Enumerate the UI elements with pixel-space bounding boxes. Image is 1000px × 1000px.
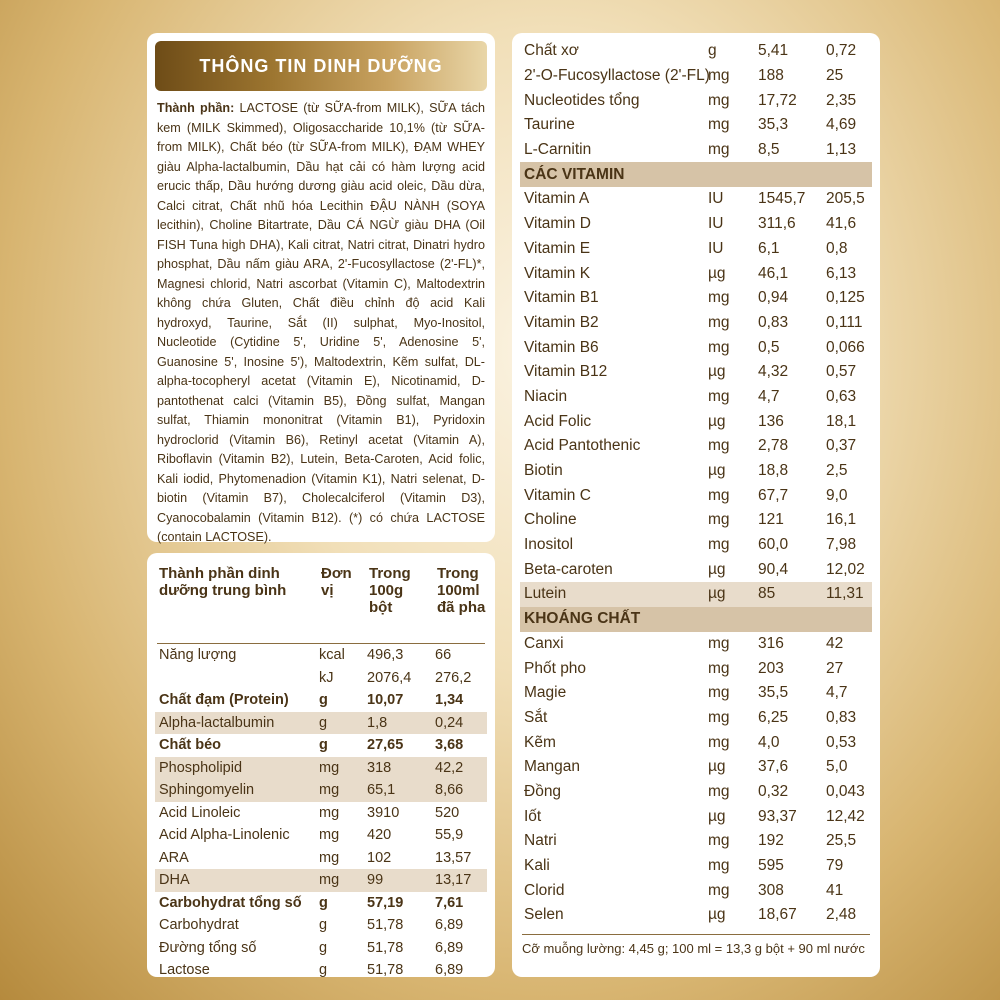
nutrient-name: Phospholipid — [159, 759, 243, 776]
table-row — [155, 959, 487, 982]
table-row — [520, 804, 872, 829]
table-row — [155, 914, 487, 937]
unit-cell: mg — [708, 67, 730, 85]
value-per-100ml: 5,0 — [826, 758, 848, 776]
value-per-100ml: 0,57 — [826, 363, 857, 381]
value-per-100ml: 11,31 — [826, 585, 864, 603]
nutrient-name: Chất béo — [159, 737, 222, 754]
table-row — [520, 113, 872, 138]
value-per-100ml: 13,57 — [435, 849, 472, 866]
value-per-100ml: 7,98 — [826, 536, 857, 554]
unit-cell: µg — [708, 560, 726, 578]
unit-cell: g — [319, 714, 328, 731]
value-per-100g: 93,37 — [758, 807, 797, 825]
value-per-100g: 35,5 — [758, 684, 789, 702]
value-per-100ml: 41,6 — [826, 215, 857, 233]
unit-cell: kJ — [319, 669, 334, 686]
nutrient-name: Niacin — [524, 387, 568, 405]
value-per-100g: 0,5 — [758, 338, 780, 356]
unit-cell: µg — [708, 264, 726, 282]
unit-cell: µg — [708, 585, 726, 603]
value-per-100g: 17,72 — [758, 91, 797, 109]
nutrient-name: Kẽm — [524, 733, 556, 751]
mineral-rows — [522, 632, 870, 928]
unit-cell: µg — [708, 906, 726, 924]
header-per-100ml: Trong 100ml đã pha — [437, 565, 486, 616]
value-per-100g: 311,6 — [758, 215, 796, 233]
top-rows — [522, 39, 870, 162]
value-per-100ml: 0,066 — [826, 338, 865, 356]
nutrient-name: Clorid — [524, 881, 565, 899]
unit-cell: mg — [708, 536, 730, 554]
table-row — [155, 892, 487, 915]
value-per-100g: 8,5 — [758, 141, 780, 159]
table-row — [155, 869, 487, 892]
table-row — [155, 847, 487, 870]
table-row — [520, 903, 872, 928]
table-row — [520, 854, 872, 879]
value-per-100g: 3910 — [367, 804, 400, 821]
page-title: THÔNG TIN DINH DƯỠNG — [155, 41, 487, 91]
nutrient-name: Vitamin C — [524, 486, 591, 504]
nutrient-name: Vitamin B2 — [524, 313, 599, 331]
nutrient-name: Taurine — [524, 116, 575, 134]
value-per-100ml: 1,13 — [826, 141, 857, 159]
value-per-100ml: 12,02 — [826, 560, 865, 578]
value-per-100ml: 42,2 — [435, 759, 464, 776]
value-per-100ml: 27 — [826, 659, 844, 677]
value-per-100g: 51,78 — [367, 917, 404, 934]
nutrient-name: ARA — [159, 849, 189, 866]
table-row — [520, 335, 872, 360]
value-per-100ml: 25 — [826, 67, 844, 85]
value-per-100ml: 55,9 — [435, 827, 464, 844]
value-per-100g: 51,78 — [367, 962, 404, 979]
table-row — [520, 237, 872, 262]
table-row — [155, 644, 487, 667]
value-per-100g: 27,65 — [367, 737, 404, 754]
table-row — [520, 286, 872, 311]
nutrient-name: Phốt pho — [524, 659, 587, 677]
value-per-100g: 496,3 — [367, 647, 404, 664]
unit-cell: mg — [708, 511, 730, 529]
table-row — [155, 712, 487, 735]
unit-cell: mg — [708, 659, 730, 677]
nutrient-name: Biotin — [524, 462, 563, 480]
unit-cell: mg — [708, 708, 730, 726]
table-row — [520, 187, 872, 212]
value-per-100g: 5,41 — [758, 42, 789, 60]
value-per-100ml: 8,66 — [435, 782, 464, 799]
nutrient-name: Mangan — [524, 758, 581, 776]
table-row — [520, 656, 872, 681]
unit-cell: mg — [708, 634, 730, 652]
table-row — [155, 779, 487, 802]
value-per-100ml: 41 — [826, 881, 844, 899]
ingredients-list: LACTOSE (từ SỮA-from MILK), SỮA tách kem (MILK Skimmed), Oligosaccharide 10,1% (từ SỮA-from MILK), Chất béo (từ SỮA-from MILK), ĐẠM WHEY giàu Alpha-lactalbumin, Dầu hạt cải có hàm lượng acid erucic thấp, Dầu hướng dương giàu acid oleic, Dầu dừa, Calci citrat, Chất nhũ hóa Lecithin ĐẬU NÀNH (SOYA lecithin), Choline Bitartrate, Dầu CÁ NGỪ giàu DHA (Oil FISH Tuna high DHA), Kali citrat, Natri citrat, Dinatri hydro phosphat, Dầu nấm giàu ARA, 2'-Fucosyllactose (2'-FL)*, Magnesi chlorid, Natri ascorbat (Vitamin C), Maltodextrin không chứa Gluten, Chất điều chỉnh độ acid Kali hydroxyd, Taurine, Sắt (II) sulphat, Myo-Inositol, Nucleotide (Cytidine 5', Uridine 5', Adenosine 5', Guanosine 5', Inosine 5'), Maltodextrin, Kẽm sulfat, DL-alpha-tocopheryl acetat (Vitamin E), Nicotinamid, D-pantothenat calci (Vitamin B5), Đồng sulfat, Mangan sulfat, Thiamin mononitrat (Vitamin B1), Pyridoxin hydroclorid (Vitamin B6), Retinyl acetat (Vitamin A), Riboflavin (Vitamin B2), Lutein, Beta-Caroten, Acid folic, Kali iodid, Phytomenadion (Vitamin K1), Natri selenat, D-biotin (Vitamin B7), Cholecalciferol (Vitamin D3), Cyanocobalamin (Vitamin B12). (*) có chứa LACTOSE (contain LACTOSE). — [157, 101, 485, 544]
nutrient-name: Vitamin E — [524, 239, 591, 257]
unit-cell: µg — [708, 807, 726, 825]
value-per-100ml: 0,24 — [435, 714, 464, 731]
table-row — [520, 138, 872, 163]
value-per-100g: 203 — [758, 659, 784, 677]
table-row — [520, 557, 872, 582]
unit-cell: g — [319, 894, 328, 911]
value-per-100ml: 66 — [435, 647, 452, 664]
value-per-100g: 420 — [367, 827, 392, 844]
unit-cell: µg — [708, 412, 726, 430]
nutrient-name: Chất đạm (Protein) — [159, 692, 289, 709]
unit-cell: mg — [708, 832, 730, 850]
value-per-100ml: 2,5 — [826, 462, 848, 480]
value-per-100g: 2076,4 — [367, 669, 412, 686]
nutrient-name: Choline — [524, 511, 577, 529]
table-row — [520, 878, 872, 903]
unit-cell: IU — [708, 215, 724, 233]
table-row — [520, 632, 872, 657]
value-per-100ml: 520 — [435, 804, 460, 821]
serving-note: Cỡ muỗng lường: 4,45 g; 100 ml = 13,3 g bột + 90 ml nước — [522, 934, 870, 956]
nutrient-name: Acid Alpha-Linolenic — [159, 827, 290, 844]
unit-cell: mg — [319, 872, 340, 889]
table-row — [520, 64, 872, 89]
header-nutrient: Thành phần dinh dưỡng trung bình — [159, 565, 287, 599]
nutrient-name: Chất xơ — [524, 42, 579, 60]
unit-cell: µg — [708, 758, 726, 776]
unit-cell: mg — [708, 782, 730, 800]
unit-cell: mg — [708, 857, 730, 875]
right-nutrition-table — [512, 33, 880, 977]
unit-cell: IU — [708, 190, 724, 208]
value-per-100g: 46,1 — [758, 264, 789, 282]
main-nutrition-table — [147, 553, 495, 977]
table-row — [520, 311, 872, 336]
nutrient-name: Vitamin B12 — [524, 363, 608, 381]
value-per-100g: 318 — [367, 759, 392, 776]
value-per-100g: 595 — [758, 857, 784, 875]
value-per-100g: 4,0 — [758, 733, 780, 751]
table-row — [520, 483, 872, 508]
nutrient-name: Acid Folic — [524, 412, 592, 430]
header-unit: Đơn vị — [321, 565, 352, 599]
value-per-100ml: 3,68 — [435, 737, 464, 754]
nutrient-name: Magie — [524, 684, 567, 702]
nutrient-name: Alpha-lactalbumin — [159, 714, 275, 731]
value-per-100ml: 9,0 — [826, 486, 848, 504]
value-per-100g: 60,0 — [758, 536, 789, 554]
table-row — [155, 734, 487, 757]
main-rows — [157, 644, 485, 982]
unit-cell: mg — [708, 141, 730, 159]
value-per-100g: 1,8 — [367, 714, 388, 731]
value-per-100g: 65,1 — [367, 782, 396, 799]
value-per-100ml: 6,89 — [435, 939, 464, 956]
value-per-100ml: 2,48 — [826, 906, 857, 924]
vitamin-rows — [522, 187, 870, 607]
value-per-100g: 10,07 — [367, 692, 404, 709]
nutrient-name: Sắt — [524, 708, 548, 726]
value-per-100ml: 42 — [826, 634, 844, 652]
value-per-100g: 0,94 — [758, 289, 789, 307]
value-per-100ml: 79 — [826, 857, 844, 875]
value-per-100g: 1545,7 — [758, 190, 806, 208]
table-row — [520, 434, 872, 459]
nutrient-name: 2'-O-Fucosyllactose (2'-FL) — [524, 67, 710, 85]
table-row — [520, 829, 872, 854]
nutrient-name: Kali — [524, 857, 550, 875]
nutrient-name: Sphingomyelin — [159, 782, 255, 799]
value-per-100ml: 0,111 — [826, 313, 863, 331]
table-header — [157, 565, 485, 643]
value-per-100g: 67,7 — [758, 486, 789, 504]
unit-cell: mg — [708, 881, 730, 899]
unit-cell: µg — [708, 363, 726, 381]
unit-cell: g — [319, 917, 328, 934]
value-per-100g: 192 — [758, 832, 784, 850]
table-row — [520, 681, 872, 706]
nutrient-name: Vitamin B1 — [524, 289, 599, 307]
ingredients-text — [157, 99, 485, 548]
value-per-100g: 188 — [758, 67, 784, 85]
nutrient-name: Acid Linoleic — [159, 804, 241, 821]
table-row — [155, 802, 487, 825]
table-row — [155, 937, 487, 960]
table-row — [520, 409, 872, 434]
value-per-100ml: 13,17 — [435, 872, 472, 889]
table-row — [520, 261, 872, 286]
unit-cell: mg — [708, 338, 730, 356]
ingredients-label: Thành phần: — [157, 101, 235, 115]
nutrient-name: Selen — [524, 906, 564, 924]
unit-cell: g — [319, 962, 328, 979]
unit-cell: g — [319, 692, 328, 709]
value-per-100g: 85 — [758, 585, 776, 603]
value-per-100g: 37,6 — [758, 758, 789, 776]
value-per-100g: 18,8 — [758, 462, 789, 480]
nutrient-name: Inositol — [524, 536, 574, 554]
value-per-100g: 57,19 — [367, 894, 404, 911]
mineral-section-header: KHOÁNG CHẤT — [520, 607, 872, 632]
table-row — [520, 706, 872, 731]
nutrient-name: Carbohydrat tổng số — [159, 894, 302, 911]
table-row — [520, 730, 872, 755]
value-per-100ml: 276,2 — [435, 669, 472, 686]
table-row — [155, 757, 487, 780]
value-per-100g: 99 — [367, 872, 384, 889]
unit-cell: mg — [319, 782, 340, 799]
unit-cell: mg — [708, 437, 730, 455]
value-per-100g: 136 — [758, 412, 784, 430]
table-row — [155, 824, 487, 847]
value-per-100g: 0,32 — [758, 782, 789, 800]
value-per-100ml: 4,69 — [826, 116, 857, 134]
header-per-100g: Trong 100g bột — [369, 565, 411, 616]
unit-cell: mg — [319, 804, 340, 821]
value-per-100ml: 6,13 — [826, 264, 857, 282]
value-per-100ml: 16,1 — [826, 511, 857, 529]
value-per-100g: 316 — [758, 634, 784, 652]
value-per-100ml: 2,35 — [826, 91, 857, 109]
unit-cell: g — [319, 939, 328, 956]
unit-cell: g — [319, 737, 328, 754]
nutrient-name: Vitamin D — [524, 215, 591, 233]
unit-cell: mg — [708, 313, 730, 331]
value-per-100g: 35,3 — [758, 116, 789, 134]
value-per-100ml: 12,42 — [826, 807, 865, 825]
unit-cell: kcal — [319, 647, 345, 664]
value-per-100ml: 0,63 — [826, 387, 857, 405]
table-row — [520, 755, 872, 780]
table-row — [520, 533, 872, 558]
nutrient-name: Acid Pantothenic — [524, 437, 641, 455]
value-per-100g: 18,67 — [758, 906, 797, 924]
value-per-100ml: 25,5 — [826, 832, 857, 850]
value-per-100ml: 6,89 — [435, 917, 464, 934]
nutrient-name: Lutein — [524, 585, 567, 603]
value-per-100g: 4,32 — [758, 363, 789, 381]
table-row — [520, 88, 872, 113]
value-per-100g: 308 — [758, 881, 784, 899]
value-per-100ml: 0,043 — [826, 782, 865, 800]
unit-cell: µg — [708, 462, 726, 480]
nutrient-name: Vitamin A — [524, 190, 590, 208]
nutrient-name: Iốt — [524, 807, 542, 825]
nutrient-name: DHA — [159, 872, 190, 889]
value-per-100ml: 18,1 — [826, 412, 857, 430]
value-per-100g: 4,7 — [758, 387, 780, 405]
nutrient-name: Nucleotides tổng — [524, 91, 640, 109]
nutrient-name: Đồng — [524, 782, 562, 800]
table-row — [520, 212, 872, 237]
table-row — [520, 780, 872, 805]
table-row — [520, 582, 872, 607]
nutrient-name: Carbohydrat — [159, 917, 239, 934]
unit-cell: mg — [319, 827, 340, 844]
nutrient-name: Vitamin B6 — [524, 338, 599, 356]
value-per-100ml: 0,8 — [826, 239, 848, 257]
unit-cell: mg — [319, 849, 340, 866]
unit-cell: IU — [708, 239, 724, 257]
table-row — [520, 39, 872, 64]
value-per-100g: 121 — [758, 511, 784, 529]
value-per-100ml: 205,5 — [826, 190, 865, 208]
value-per-100ml: 7,61 — [435, 894, 464, 911]
unit-cell: mg — [319, 759, 340, 776]
table-row — [520, 360, 872, 385]
nutrient-name: Năng lượng — [159, 647, 237, 664]
nutrient-name: Canxi — [524, 634, 564, 652]
value-per-100ml: 1,34 — [435, 692, 464, 709]
nutrient-name: Đường tổng số — [159, 939, 257, 956]
unit-cell: mg — [708, 289, 730, 307]
nutrient-name: Vitamin K — [524, 264, 591, 282]
table-row — [520, 508, 872, 533]
value-per-100ml: 0,83 — [826, 708, 857, 726]
value-per-100ml: 0,125 — [826, 289, 865, 307]
table-row — [155, 689, 487, 712]
unit-cell: mg — [708, 684, 730, 702]
value-per-100ml: 0,37 — [826, 437, 857, 455]
table-row — [155, 667, 487, 690]
value-per-100g: 0,83 — [758, 313, 789, 331]
unit-cell: mg — [708, 387, 730, 405]
unit-cell: g — [708, 42, 717, 60]
value-per-100ml: 6,89 — [435, 962, 464, 979]
value-per-100ml: 0,53 — [826, 733, 857, 751]
value-per-100g: 2,78 — [758, 437, 789, 455]
table-row — [520, 459, 872, 484]
value-per-100g: 6,25 — [758, 708, 789, 726]
nutrient-name: L-Carnitin — [524, 141, 592, 159]
unit-cell: mg — [708, 116, 730, 134]
table-row — [520, 385, 872, 410]
value-per-100ml: 4,7 — [826, 684, 848, 702]
value-per-100g: 51,78 — [367, 939, 404, 956]
nutrient-name: Beta-caroten — [524, 560, 613, 578]
value-per-100ml: 0,72 — [826, 42, 857, 60]
vitamin-section-header: CÁC VITAMIN — [520, 162, 872, 187]
unit-cell: mg — [708, 91, 730, 109]
unit-cell: mg — [708, 733, 730, 751]
unit-cell: mg — [708, 486, 730, 504]
ingredients-panel — [147, 33, 495, 542]
value-per-100g: 6,1 — [758, 239, 780, 257]
value-per-100g: 102 — [367, 849, 392, 866]
nutrient-name: Lactose — [159, 962, 210, 979]
value-per-100g: 90,4 — [758, 560, 789, 578]
nutrient-name: Natri — [524, 832, 557, 850]
